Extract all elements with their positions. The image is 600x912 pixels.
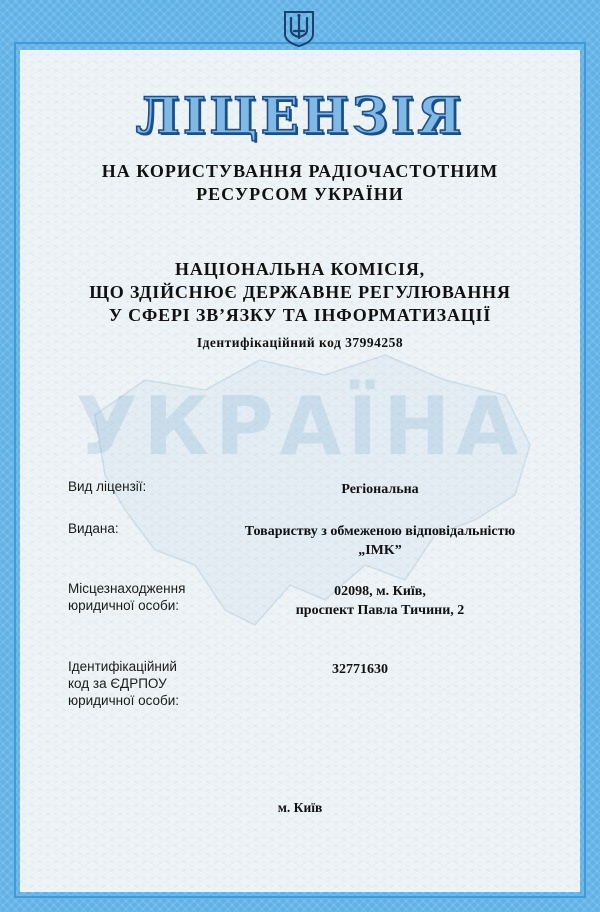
edrpou-label-line: юридичної особи: [68,693,180,708]
edrpou-label-line: код за ЄДРПОУ [68,676,167,691]
issued-to-label: Видана: [68,521,119,536]
location-line: 02098, м. Київ, [334,584,426,599]
issuer-line: У СФЕРІ ЗВ’ЯЗКУ ТА ІНФОРМАТИЗАЦІЇ [108,305,492,325]
issuer-line: ЩО ЗДІЙСНЮЄ ДЕРЖАВНЕ РЕГУЛЮВАННЯ [89,282,511,302]
issued-to-line: „IMK” [358,543,402,558]
location-label [68,580,185,614]
issuer-name [0,258,600,327]
location-value [230,582,530,620]
subtitle-line: РЕСУРСОМ УКРАЇНИ [196,184,404,204]
subtitle-line: НА КОРИСТУВАННЯ РАДІОЧАСТОТНИМ [101,161,499,181]
location-line: проспект Павла Тичини, 2 [295,603,465,618]
ukraine-watermark: УКРАЇНА [75,380,525,473]
edrpou-label [68,658,179,709]
issuer-line: НАЦІОНАЛЬНА КОМІСІЯ, [175,259,425,279]
issuer-id-code: Ідентифікаційний код 37994258 [196,335,404,350]
issue-city: м. Київ [277,800,323,815]
trident-coat-of-arms-icon [280,8,318,48]
issued-to-value [200,522,560,560]
document-title: ЛІЦЕНЗІЯ [135,86,465,145]
edrpou-value: 32771630 [332,662,388,677]
license-type-value: Регіональна [341,482,419,497]
license-type-label: Вид ліцензії: [68,479,147,494]
edrpou-label-line: Ідентифікаційний [68,659,177,674]
document-subtitle [0,160,600,206]
location-label-line: юридичної особи: [68,598,180,613]
location-label-line: Місцезнаходження [68,581,186,596]
issued-to-line: Товариству з обмеженою відповідальністю [244,524,516,539]
